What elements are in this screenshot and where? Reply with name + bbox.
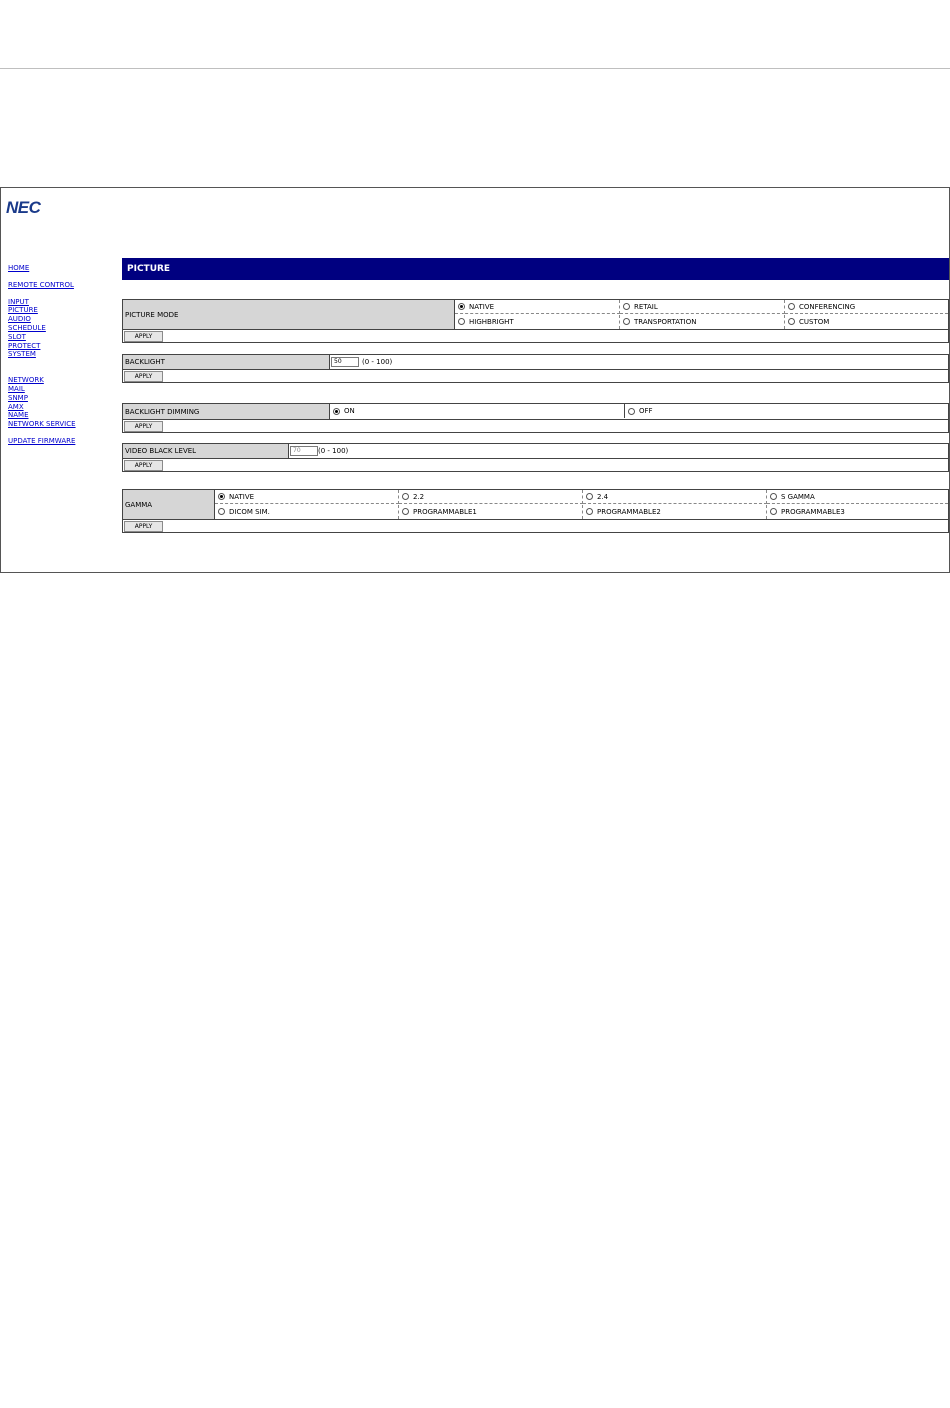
sidebar-item-name[interactable]: NAME bbox=[8, 411, 29, 420]
top-divider bbox=[0, 68, 950, 69]
gamma-options bbox=[215, 490, 948, 519]
picture-mode-option[interactable]: RETAIL bbox=[620, 300, 785, 314]
sidebar-item-picture[interactable]: PICTURE bbox=[8, 306, 38, 315]
sidebar-item-network[interactable]: NETWORK bbox=[8, 376, 44, 385]
sidebar-item-slot[interactable]: SLOT bbox=[8, 332, 26, 341]
picture-mode-option[interactable]: NATIVE bbox=[455, 300, 620, 314]
video-black-level-input[interactable]: 70 bbox=[290, 446, 318, 456]
page-frame bbox=[0, 187, 950, 573]
radio-icon[interactable] bbox=[628, 408, 635, 415]
sidebar-item-remote-control[interactable]: REMOTE CONTROL bbox=[8, 280, 74, 289]
video-black-level-label: VIDEO BLACK LEVEL bbox=[123, 444, 289, 458]
radio-icon[interactable] bbox=[218, 508, 225, 515]
radio-icon[interactable] bbox=[770, 508, 777, 515]
nec-logo: NEC bbox=[6, 198, 41, 217]
gamma-option[interactable]: NATIVE bbox=[215, 490, 399, 504]
picture-mode-option[interactable]: TRANSPORTATION bbox=[620, 315, 785, 329]
apply-row bbox=[123, 458, 948, 471]
radio-icon[interactable] bbox=[623, 303, 630, 310]
apply-row bbox=[123, 519, 948, 532]
backlight-label: BACKLIGHT bbox=[123, 355, 330, 369]
gamma-label: GAMMA bbox=[123, 490, 215, 519]
sidebar-item-snmp[interactable]: SNMP bbox=[8, 393, 28, 402]
sidebar-item-input[interactable]: INPUT bbox=[8, 297, 29, 306]
radio-icon[interactable] bbox=[586, 508, 593, 515]
radio-selected-icon[interactable] bbox=[458, 303, 465, 310]
backlight-apply-button[interactable]: APPLY bbox=[124, 371, 163, 382]
backlight-value-cell bbox=[330, 355, 948, 369]
gamma-option[interactable]: 2.2 bbox=[399, 490, 583, 504]
backlight-dimming-options bbox=[330, 404, 948, 419]
backlight-dimming-option[interactable]: ON bbox=[330, 404, 625, 418]
radio-icon[interactable] bbox=[788, 318, 795, 325]
sidebar-item-amx[interactable]: AMX bbox=[8, 402, 24, 411]
gamma-apply-button[interactable]: APPLY bbox=[124, 521, 163, 532]
picture-mode-option[interactable]: HIGHBRIGHT bbox=[455, 315, 620, 329]
picture-mode-label: PICTURE MODE bbox=[123, 300, 455, 329]
main-content bbox=[122, 258, 949, 533]
gamma-section bbox=[122, 489, 949, 533]
picture-mode-option[interactable]: CONFERENCING bbox=[785, 300, 948, 314]
backlight-dimming-section bbox=[122, 403, 949, 433]
radio-selected-icon[interactable] bbox=[218, 493, 225, 500]
apply-row bbox=[123, 369, 948, 382]
gamma-option[interactable]: PROGRAMMABLE3 bbox=[767, 505, 948, 519]
gamma-option[interactable]: 2.4 bbox=[583, 490, 767, 504]
backlight-input[interactable]: 50 bbox=[331, 357, 359, 367]
sidebar-item-system[interactable]: SYSTEM bbox=[8, 350, 36, 359]
radio-icon[interactable] bbox=[788, 303, 795, 310]
page-title: PICTURE bbox=[122, 258, 949, 280]
picture-mode-option[interactable]: CUSTOM bbox=[785, 315, 948, 329]
sidebar-item-audio[interactable]: AUDIO bbox=[8, 315, 31, 324]
backlight-range: (0 - 100) bbox=[362, 358, 393, 366]
backlight-dimming-option[interactable]: OFF bbox=[625, 404, 948, 418]
backlight-section bbox=[122, 354, 949, 383]
video-black-level-range: (0 - 100) bbox=[318, 447, 349, 455]
radio-icon[interactable] bbox=[623, 318, 630, 325]
sidebar-item-home[interactable]: HOME bbox=[8, 264, 30, 272]
radio-icon[interactable] bbox=[402, 508, 409, 515]
video-black-level-apply-button[interactable]: APPLY bbox=[124, 460, 163, 471]
sidebar-item-network-service[interactable]: NETWORK SERVICE bbox=[8, 420, 76, 429]
video-black-level-section bbox=[122, 443, 949, 472]
picture-mode-section bbox=[122, 299, 949, 343]
radio-icon[interactable] bbox=[770, 493, 777, 500]
gamma-option[interactable]: PROGRAMMABLE2 bbox=[583, 505, 767, 519]
gamma-option[interactable]: PROGRAMMABLE1 bbox=[399, 505, 583, 519]
video-black-level-value-cell bbox=[289, 444, 948, 458]
picture-mode-apply-button[interactable]: APPLY bbox=[124, 331, 163, 342]
gamma-option[interactable]: S GAMMA bbox=[767, 490, 948, 504]
radio-icon[interactable] bbox=[402, 493, 409, 500]
apply-row bbox=[123, 419, 948, 432]
radio-icon[interactable] bbox=[458, 318, 465, 325]
gamma-option[interactable]: DICOM SIM. bbox=[215, 505, 399, 519]
sidebar-item-protect[interactable]: PROTECT bbox=[8, 341, 41, 350]
sidebar-item-schedule[interactable]: SCHEDULE bbox=[8, 323, 46, 332]
sidebar-item-mail[interactable]: MAIL bbox=[8, 384, 25, 393]
sidebar-nav bbox=[8, 264, 108, 446]
apply-row bbox=[123, 329, 948, 342]
sidebar-item-update-firmware[interactable]: UPDATE FIRMWARE bbox=[8, 436, 76, 445]
radio-selected-icon[interactable] bbox=[333, 408, 340, 415]
radio-icon[interactable] bbox=[586, 493, 593, 500]
backlight-dimming-apply-button[interactable]: APPLY bbox=[124, 421, 163, 432]
backlight-dimming-label: BACKLIGHT DIMMING bbox=[123, 404, 330, 419]
picture-mode-options bbox=[455, 300, 948, 329]
